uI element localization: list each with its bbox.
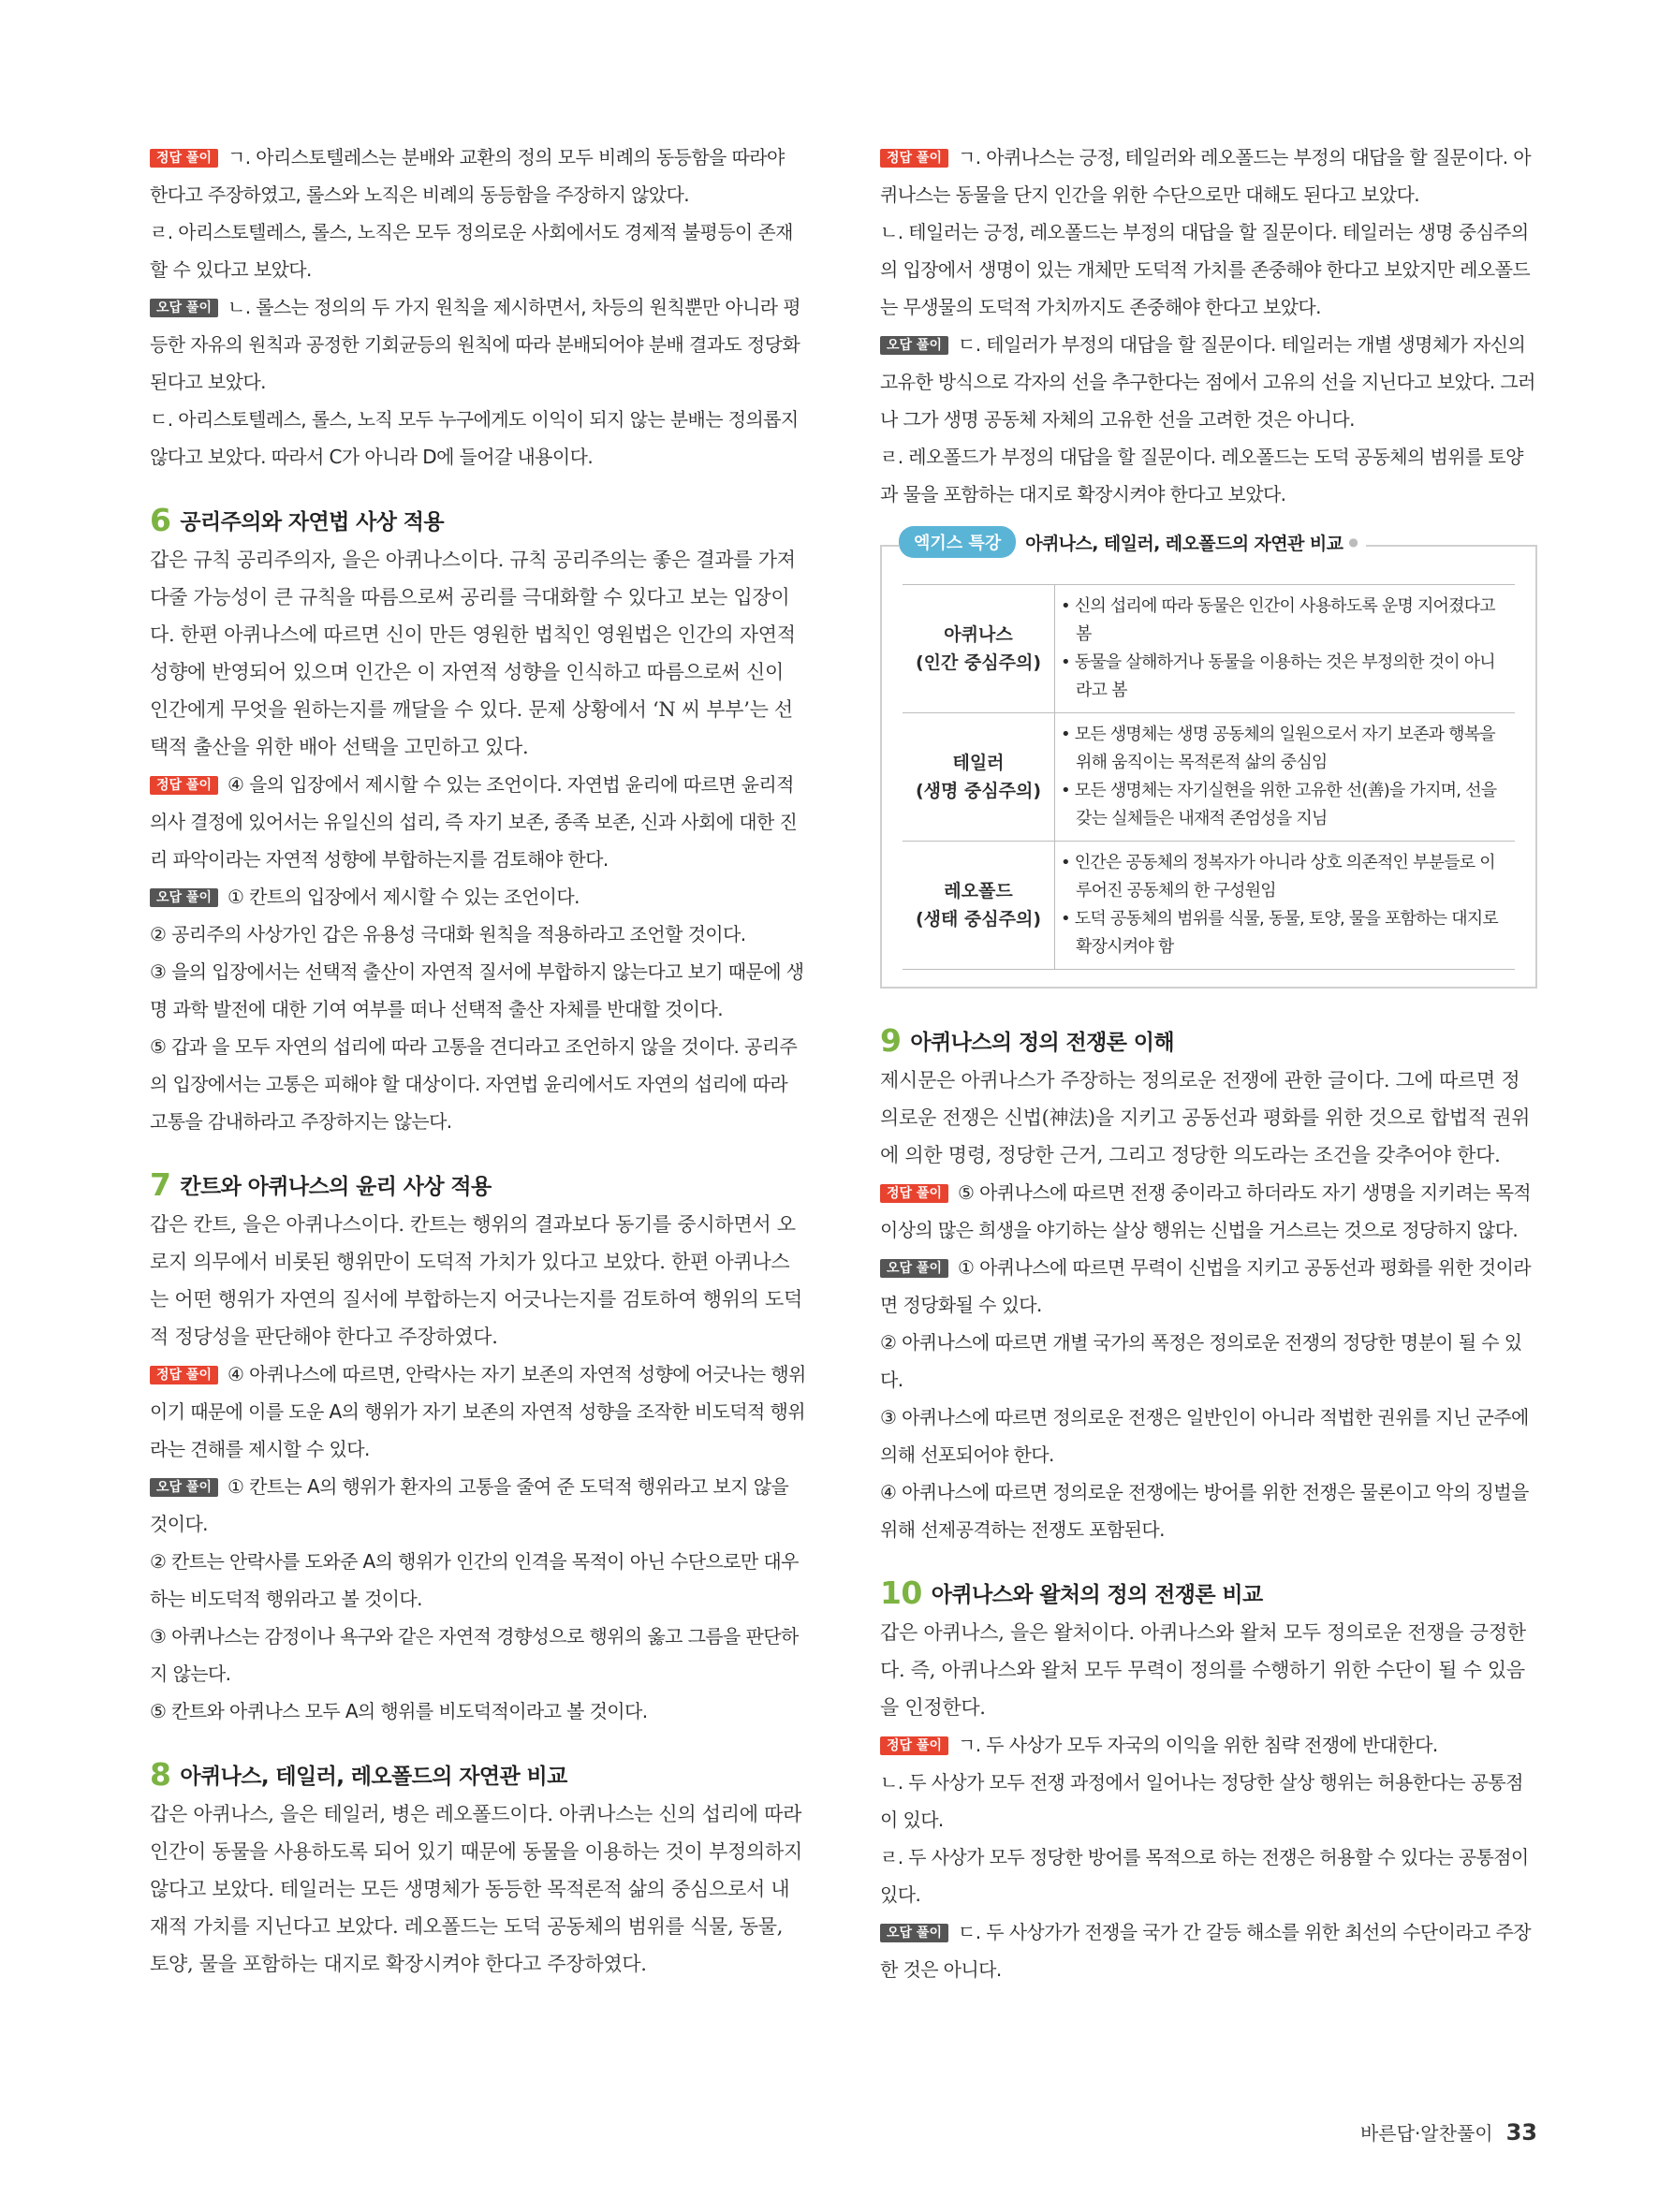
wrong-paragraph: 오답 풀이 ㄴ. 롤스는 정의의 두 가지 원칙을 제시하면서, 차등의 원칙뿐만 아니라 평등한 자유의 원칙과 공정한 기회균등의 원칙에 따라 분배되어야 분배 결과도 정당화된다고 보았다. (150, 296, 800, 393)
answer-paragraph: 정답 풀이 ㄱ. 아리스토텔레스는 분배와 교환의 정의 모두 비례의 동등함을 따라야 한다고 주장하였고, 롤스와 노직은 비례의 동등함을 주장하지 않았다. (150, 146, 785, 206)
section-title-7: 7 칸트와 아퀴나스의 윤리 사상 적용 (150, 1166, 492, 1203)
answer-tag: 정답 풀이 (880, 1184, 948, 1203)
dot-icon: ● (1348, 535, 1358, 549)
wrong-paragraph: ② 아퀴나스에 따르면 개별 국가의 폭정은 정의로운 전쟁의 정당한 명분이 될 수 있다. (880, 1331, 1522, 1391)
answer-paragraph: 정답 풀이 ㄱ. 아퀴나스는 긍정, 테일러와 레오폴드는 부정의 대답을 할 질문이다. 아퀴나스는 동물을 단지 인간을 위한 수단으로만 대해도 된다고 보았다. (880, 146, 1531, 206)
wrong-paragraph: ㄷ. 아리스토텔레스, 롤스, 노직 모두 누구에게도 이익이 되지 않는 분배는 정의롭지 않다고 보았다. 따라서 C가 아니라 D에 들어갈 내용이다. (150, 408, 799, 468)
wrong-tag: 오답 풀이 (150, 888, 218, 907)
answer-tag: 정답 풀이 (150, 1366, 218, 1384)
summary-box (880, 533, 1537, 989)
section-title-9: 9 아퀴나스의 정의 전쟁론 이해 (880, 1022, 1175, 1059)
row-name: 아퀴나스 (인간 중심주의) (903, 585, 1055, 713)
wrong-paragraph: ③ 아퀴나스는 감정이나 욕구와 같은 자연적 경향성으로 행위의 옳고 그름을 판단하지 않는다. (150, 1625, 799, 1685)
section-title-10: 10 아퀴나스와 왈처의 정의 전쟁론 비교 (880, 1575, 1263, 1611)
wrong-paragraph: 오답 풀이 ㄷ. 두 사상가가 전쟁을 국가 간 갈등 해소를 위한 최선의 수단이라고 주장한 것은 아니다. (880, 1921, 1531, 1981)
page-number: 33 (1505, 2119, 1537, 2146)
answer-tag: 정답 풀이 (880, 1736, 948, 1755)
left-column (150, 139, 807, 1983)
summary-box-title: 아퀴나스, 테일러, 레오폴드의 자연관 비교 (1025, 533, 1343, 554)
wrong-paragraph: ㄹ. 레오폴드가 부정의 대답을 할 질문이다. 레오폴드는 도덕 공동체의 범위를 토양과 물을 포함하는 대지로 확장시켜야 한다고 보았다. (880, 446, 1523, 505)
wrong-paragraph: ⑤ 갑과 을 모두 자연의 섭리에 따라 고통을 견디라고 조언하지 않을 것이다. 공리주의 입장에서는 고통은 피해야 할 대상이다. 자연법 윤리에서도 자연의 섭리에 따라 고통을 감내하라고 주장하지는 않는다. (150, 1035, 798, 1133)
section-body: 제시문은 아퀴나스가 주장하는 정의로운 전쟁에 관한 글이다. 그에 따르면 정의로운 전쟁은 신법(神法)을 지키고 공동선과 평화를 위한 것으로 합법적 권위에 의한 명령, 정당한 근거, 그리고 정당한 의도라는 조건을 갖추어야 한다. (880, 1069, 1531, 1166)
wrong-tag: 오답 풀이 (150, 1478, 218, 1497)
section-title-8: 8 아퀴나스, 테일러, 레오폴드의 자연관 비교 (150, 1756, 567, 1793)
row-desc: • 모든 생명체는 생명 공동체의 일원으로서 자기 보존과 행복을 위해 움직이는 목적론적 삶의 중심임 • 모든 생명체는 자기실현을 위한 고유한 선(善)을 가지며, 선을 갖는 실체들은 내재적 존엄성을 지님 (1055, 713, 1516, 842)
answer-paragraph: 정답 풀이 ⑤ 아퀴나스에 따르면 전쟁 중이라고 하더라도 자기 생명을 지키려는 목적 이상의 많은 희생을 야기하는 살상 행위는 신법을 거스르는 것으로 정당하지 않다. (880, 1181, 1532, 1241)
table-row (903, 842, 1515, 970)
answer-tag: 정답 풀이 (150, 149, 218, 168)
answer-tag: 정답 풀이 (880, 149, 948, 168)
wrong-tag: 오답 풀이 (880, 336, 948, 355)
section-title-6: 6 공리주의와 자연법 사상 적용 (150, 502, 445, 538)
page-footer (1360, 2118, 1537, 2146)
wrong-paragraph: ⑤ 칸트와 아퀴나스 모두 A의 행위를 비도덕적이라고 볼 것이다. (150, 1700, 648, 1722)
answer-paragraph: ㄴ. 두 사상가 모두 전쟁 과정에서 일어나는 정당한 살상 행위는 허용한다는 공통점이 있다. (880, 1771, 1523, 1831)
answer-paragraph: ㄴ. 테일러는 긍정, 레오폴드는 부정의 대답을 할 질문이다. 테일러는 생명 중심주의의 입장에서 생명이 있는 개체만 도덕적 가치를 존중해야 한다고 보았지만 레오폴드는 무생물의 도덕적 가치까지도 존중해야 한다고 보았다. (880, 221, 1531, 318)
answer-paragraph: 정답 풀이 ㄱ. 두 사상가 모두 자국의 이익을 위한 침략 전쟁에 반대한다. (880, 1726, 1537, 1764)
section-body: 갑은 아퀴나스, 을은 테일러, 병은 레오폴드이다. 아퀴나스는 신의 섭리에 따라 인간이 동물을 사용하도록 되어 있기 때문에 동물을 이용하는 것이 부정의하지 않다고 보았다. 테일러는 모든 생명체가 동등한 목적론적 삶의 중심으로서 내재적 가치를 지닌다고 보았다. 레오폴드는 도덕 공동체의 범위를 식물, 동물, 토양, 물을 포함하는 대지로 확장시켜야 한다고 주장하였다. (150, 1803, 802, 1975)
wrong-paragraph: 오답 풀이 ① 칸트는 A의 행위가 환자의 고통을 줄여 준 도덕적 행위라고 보지 않을 것이다. (150, 1475, 789, 1535)
table-row (903, 713, 1515, 842)
wrong-tag: 오답 풀이 (150, 299, 218, 317)
wrong-paragraph: ③ 아퀴나스에 따르면 정의로운 전쟁은 일반인이 아니라 적법한 권위를 지닌 군주에 의해 선포되어야 한다. (880, 1406, 1529, 1466)
wrong-tag: 오답 풀이 (880, 1259, 948, 1278)
wrong-paragraph: 오답 풀이 ㄷ. 테일러가 부정의 대답을 할 질문이다. 테일러는 개별 생명체가 자신의 고유한 방식으로 각자의 선을 추구한다는 점에서 고유의 선을 지닌다고 보았다. 그러나 그가 생명 공동체 자체의 고유한 선을 고려한 것은 아니다. (880, 333, 1535, 431)
wrong-paragraph: ② 공리주의 사상가인 갑은 유용성 극대화 원칙을 적용하라고 조언할 것이다. (150, 923, 746, 945)
answer-paragraph: ㄹ. 두 사상가 모두 정당한 방어를 목적으로 하는 전쟁은 허용할 수 있다는 공통점이 있다. (880, 1846, 1529, 1906)
row-desc: • 신의 섭리에 따라 동물은 인간이 사용하도록 운명 지어졌다고 봄 • 동물을 살해하거나 동물을 이용하는 것은 부정의한 것이 아니라고 봄 (1055, 585, 1516, 713)
row-desc: • 인간은 공동체의 정복자가 아니라 상호 의존적인 부분들로 이루어진 공동체의 한 구성원임 • 도덕 공동체의 범위를 식물, 동물, 토양, 물을 포함하는 대지로 확장시켜야 함 (1055, 842, 1516, 970)
comparison-table (903, 584, 1515, 970)
wrong-paragraph: 오답 풀이 ① 아퀴나스에 따르면 무력이 신법을 지키고 공동선과 평화를 위한 것이라면 정당화될 수 있다. (880, 1256, 1532, 1316)
section-body: 갑은 아퀴나스, 을은 왈처이다. 아퀴나스와 왈처 모두 정의로운 전쟁을 긍정한다. 즉, 아퀴나스와 왈처 모두 무력이 정의를 수행하기 위한 수단이 될 수 있음을 인정한다. (880, 1621, 1526, 1719)
wrong-paragraph: 오답 풀이 ① 칸트의 입장에서 제시할 수 있는 조언이다. (150, 878, 807, 916)
answer-tag: 정답 풀이 (150, 776, 218, 795)
answer-paragraph: 정답 풀이 ④ 을의 입장에서 제시할 수 있는 조언이다. 자연법 윤리에 따르면 윤리적 의사 결정에 있어서는 유일신의 섭리, 즉 자기 보존, 종족 보존, 신과 사회에 대한 진리 파악이라는 자연적 성향에 부합하는지를 검토해야 한다. (150, 773, 798, 871)
footer-text: 바른답·알찬풀이 (1359, 2122, 1493, 2145)
row-name: 레오폴드 (생태 중심주의) (903, 842, 1055, 970)
section-body: 갑은 규칙 공리주의자, 을은 아퀴나스이다. 규칙 공리주의는 좋은 결과를 가져다줄 가능성이 큰 규칙을 따름으로써 공리를 극대화할 수 있다고 보는 입장이다. 한편 아퀴나스에 따르면 신이 만든 영원한 법칙인 영원법은 인간의 자연적 성향에 반영되어 있으며 인간은 이 자연적 성향을 인식하고 따름으로써 신이 인간에게 무엇을 원하는지를 깨달을 수 있다. 문제 상황에서 ‘N 씨 부부’는 선택적 출산을 위한 배아 선택을 고민하고 있다. (150, 549, 796, 758)
section-body: 갑은 칸트, 을은 아퀴나스이다. 칸트는 행위의 결과보다 동기를 중시하면서 오로지 의무에서 비롯된 행위만이 도덕적 가치가 있다고 보았다. 한편 아퀴나스는 어떤 행위가 자연의 질서에 부합하는지 어긋나는지를 검토하여 행위의 도덕적 정당성을 판단해야 한다고 주장하였다. (150, 1213, 802, 1348)
wrong-paragraph: ② 칸트는 안락사를 도와준 A의 행위가 인간의 인격을 목적이 아닌 수단으로만 대우하는 비도덕적 행위라고 볼 것이다. (150, 1550, 799, 1610)
wrong-paragraph: ④ 아퀴나스에 따르면 정의로운 전쟁에는 방어를 위한 전쟁은 물론이고 악의 징벌을 위해 선제공격하는 전쟁도 포함된다. (880, 1481, 1529, 1541)
summary-box-tag: 엑기스 특강 (899, 526, 1016, 558)
wrong-tag: 오답 풀이 (880, 1924, 948, 1942)
answer-paragraph: 정답 풀이 ④ 아퀴나스에 따르면, 안락사는 자기 보존의 자연적 성향에 어긋나는 행위이기 때문에 이를 도운 A의 행위가 자기 보존의 자연적 성향을 조작한 비도덕적 행위라는 견해를 제시할 수 있다. (150, 1363, 806, 1460)
summary-box-header (899, 526, 1366, 558)
row-name: 테일러 (생명 중심주의) (903, 713, 1055, 842)
wrong-paragraph: ③ 을의 입장에서는 선택적 출산이 자연적 질서에 부합하지 않는다고 보기 때문에 생명 과학 발전에 대한 기여 여부를 떠나 선택적 출산 자체를 반대할 것이다. (150, 960, 804, 1020)
answer-paragraph: ㄹ. 아리스토텔레스, 롤스, 노직은 모두 정의로운 사회에서도 경제적 불평등이 존재할 수 있다고 보았다. (150, 221, 793, 281)
right-column (880, 139, 1537, 1988)
table-row (903, 585, 1515, 713)
